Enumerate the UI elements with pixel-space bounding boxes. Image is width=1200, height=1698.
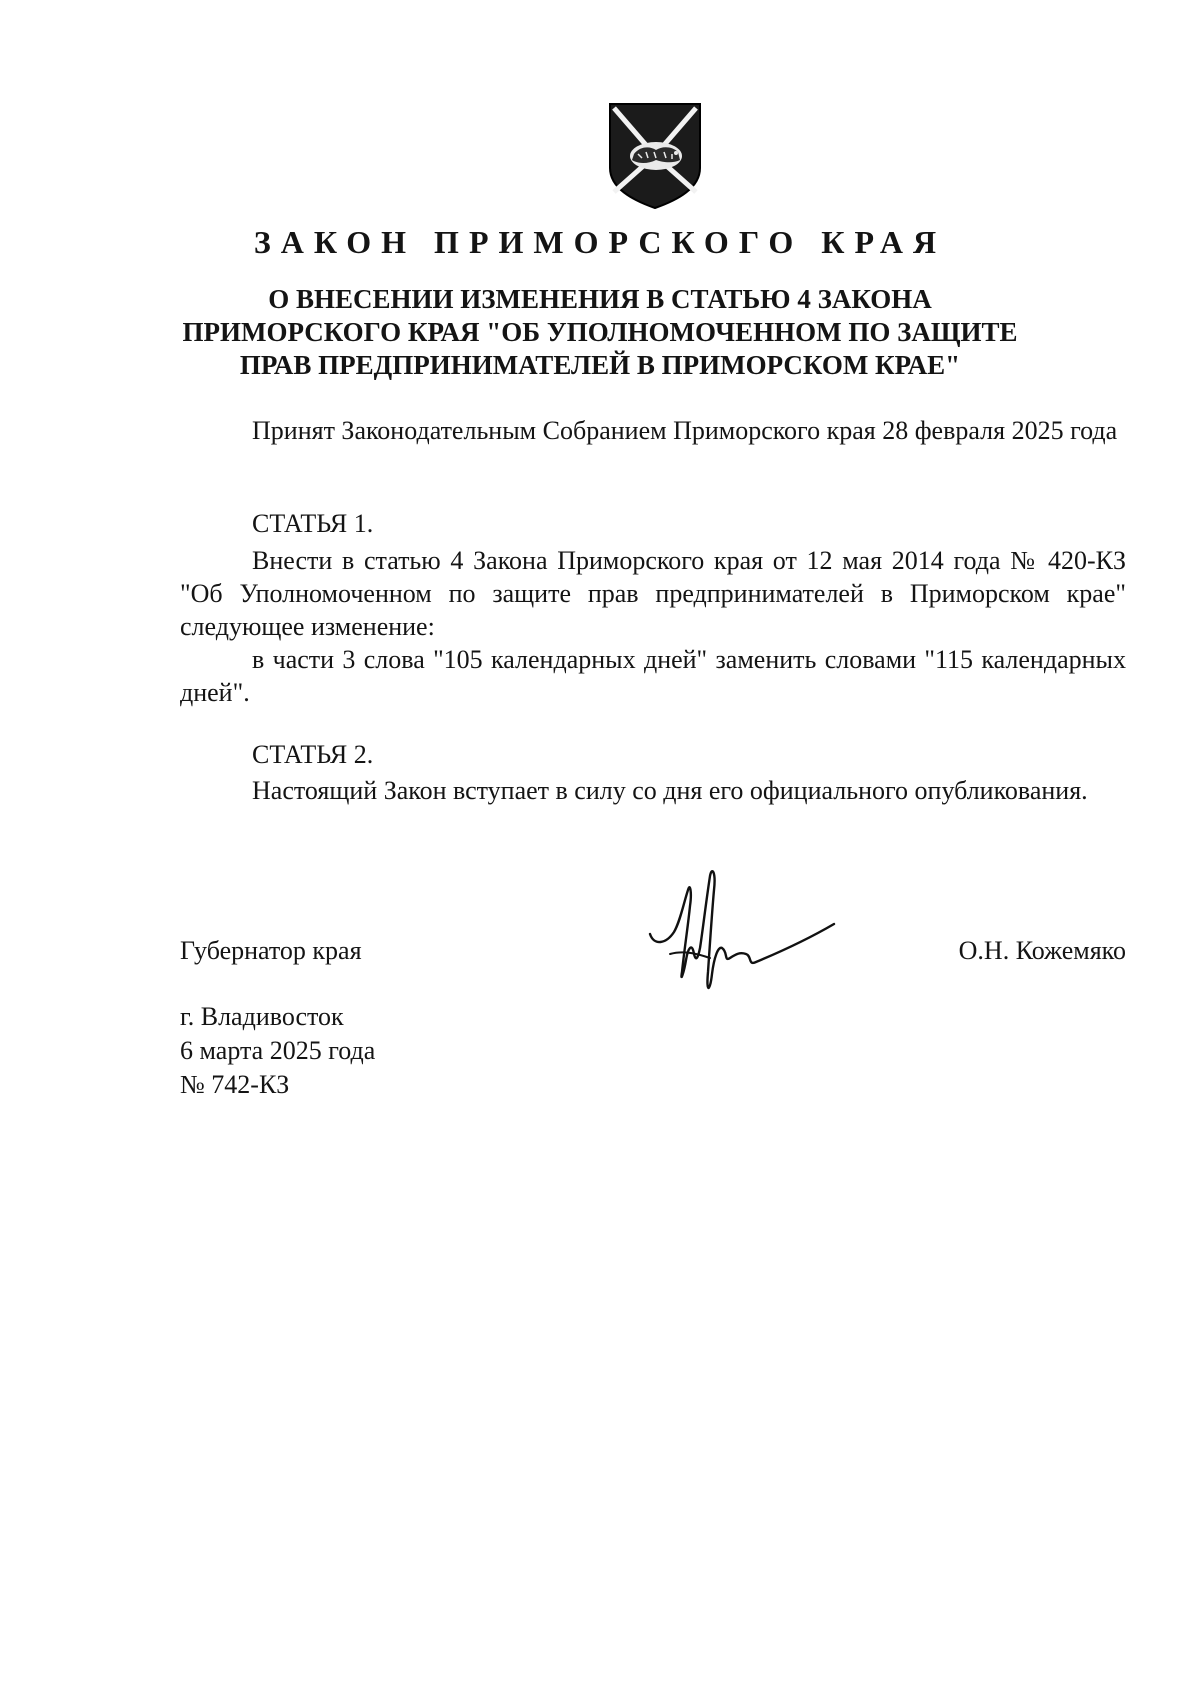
- article-1-paragraph: Внести в статью 4 Закона Приморского края от 12 мая 2014 года № 420-КЗ "Об Уполномоченном по защите прав предпринимателей в Приморском крае" следующее изменение:: [180, 546, 1126, 641]
- article-2-paragraph: Настоящий Закон вступает в силу со дня его официального опубликования.: [252, 776, 1088, 805]
- article-1-heading: СТАТЬЯ 1.: [252, 509, 374, 538]
- article-1-paragraph: в части 3 слова "105 календарных дней" заменить словами "115 календарных дней".: [180, 645, 1126, 707]
- signing-details: [180, 1000, 375, 1102]
- law-title: ЗАКОН ПРИМОРСКОГО КРАЯ: [253, 224, 947, 260]
- signing-date: 6 марта 2025 года: [180, 1036, 376, 1065]
- signing-city: г. Владивосток: [180, 1002, 344, 1031]
- signatory-position: Губернатор края: [180, 936, 362, 965]
- law-subtitle: [180, 283, 1020, 382]
- handwritten-signature-icon: [640, 862, 840, 1002]
- law-number: № 742-КЗ: [180, 1070, 290, 1099]
- adoption-note: Принят Законодательным Собранием Приморского края 28 февраля 2025 года: [252, 416, 1118, 445]
- signatory-name: О.Н. Кожемяко: [958, 936, 1126, 965]
- coat-of-arms-icon: [606, 102, 704, 210]
- subtitle-line: ПРАВ ПРЕДПРИНИМАТЕЛЕЙ В ПРИМОРСКОМ КРАЕ": [239, 350, 961, 380]
- subtitle-line: О ВНЕСЕНИИ ИЗМЕНЕНИЯ В СТАТЬЮ 4 ЗАКОНА: [268, 284, 932, 314]
- subtitle-line: ПРИМОРСКОГО КРАЯ "ОБ УПОЛНОМОЧЕННОМ ПО ЗАЩИТЕ: [182, 317, 1018, 347]
- article-2-heading: СТАТЬЯ 2.: [252, 740, 374, 769]
